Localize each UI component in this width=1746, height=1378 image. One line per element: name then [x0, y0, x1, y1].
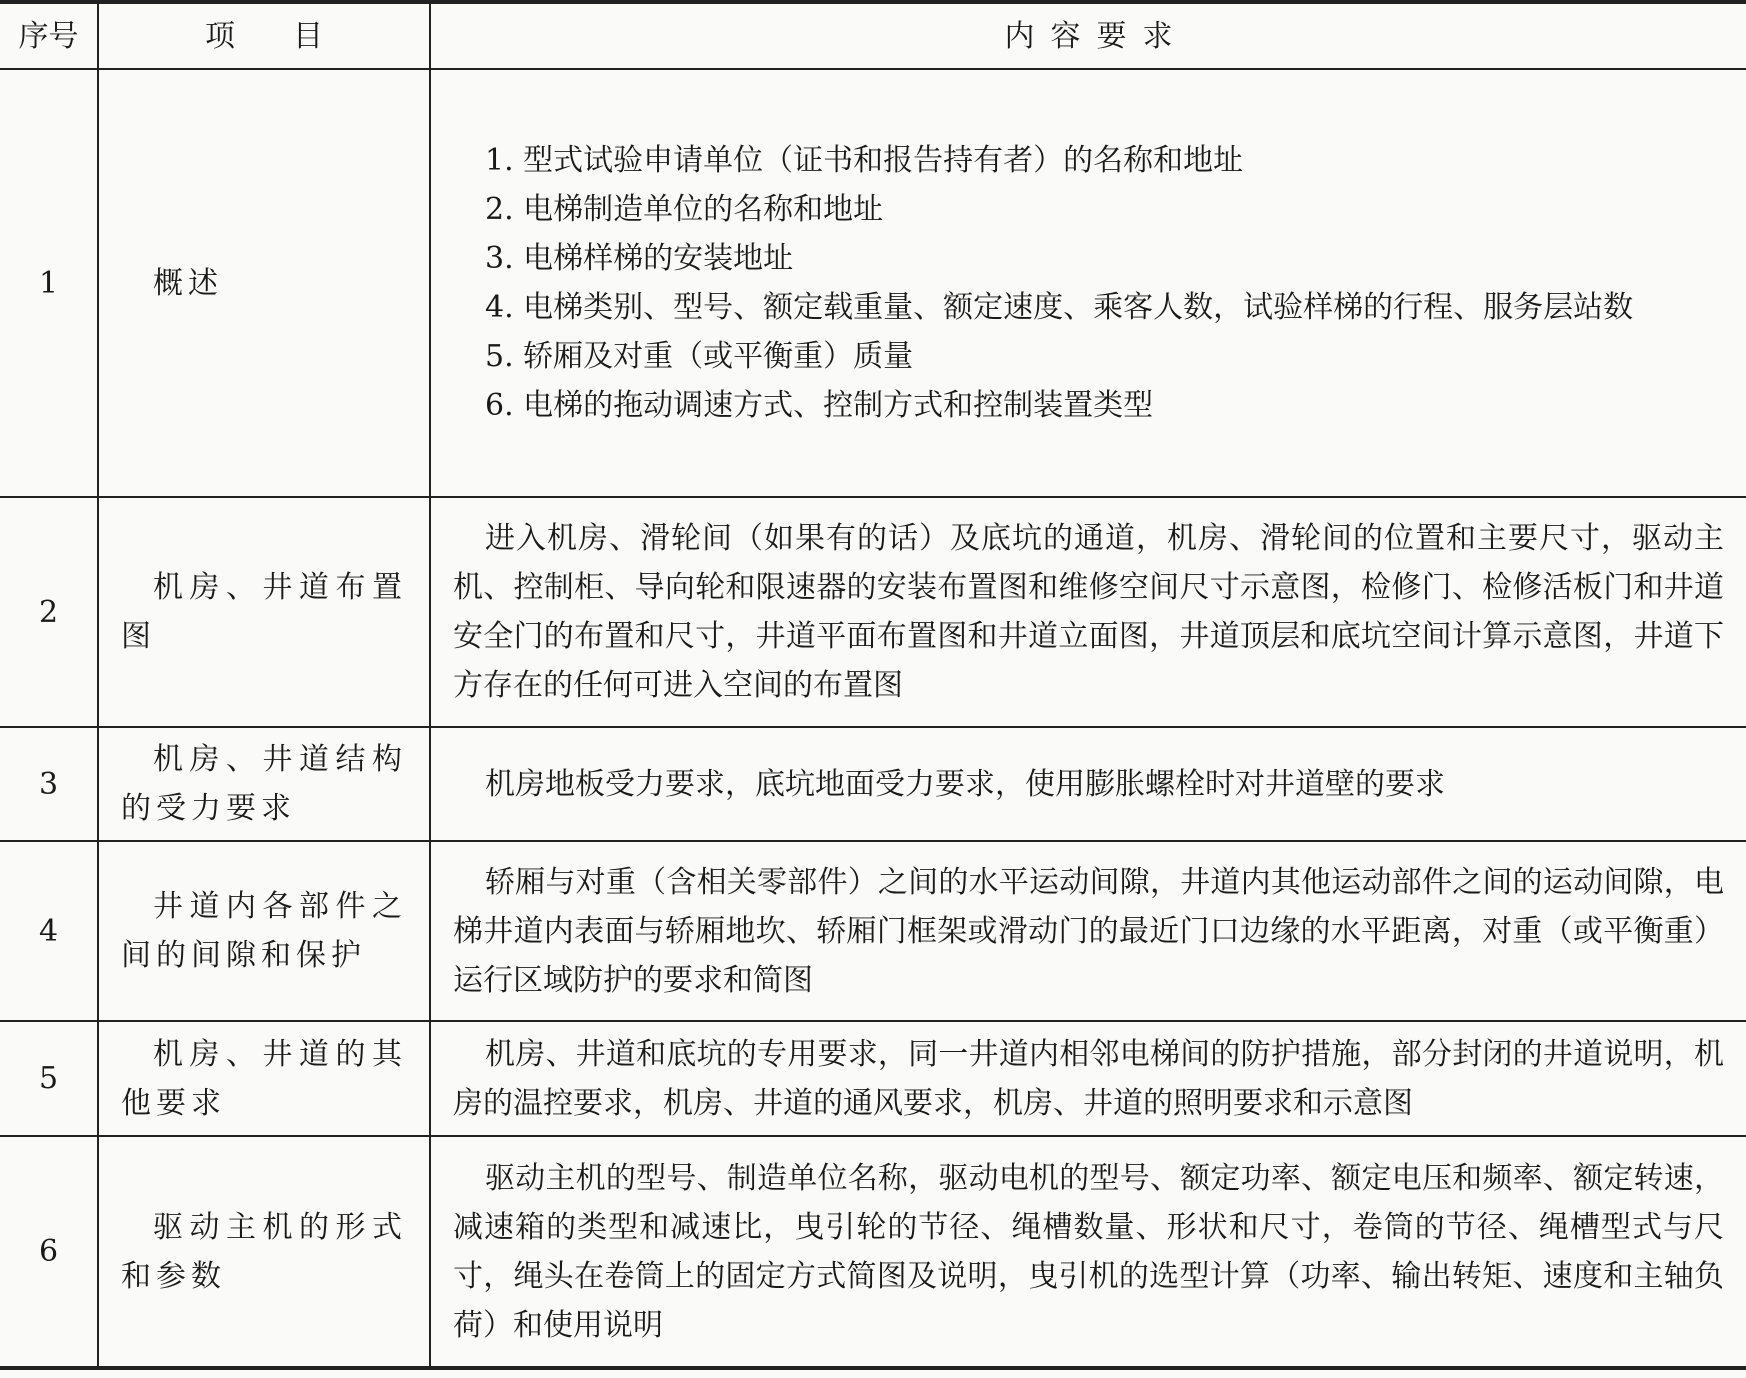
row-content: [430, 69, 1746, 497]
row-number: 5: [0, 1021, 98, 1136]
row-number: 2: [0, 497, 98, 727]
table-row: [0, 497, 1746, 727]
row-content: [430, 497, 1746, 727]
row-item: 概述: [98, 69, 430, 497]
list-item: 2. 电梯制造单位的名称和地址: [485, 192, 884, 227]
row-number: 4: [0, 841, 98, 1021]
row-number: 6: [0, 1136, 98, 1368]
header-item: 项 目: [98, 2, 430, 69]
row-item: 井道内各部件之间的间隙和保护: [98, 841, 430, 1021]
row-item: 机房、井道结构的受力要求: [98, 727, 430, 841]
row-content: [430, 727, 1746, 841]
table-row: [0, 841, 1746, 1021]
row-number: 3: [0, 727, 98, 841]
row-content: [430, 1021, 1746, 1136]
header-num: 序号: [0, 2, 98, 69]
table-row: [0, 1136, 1746, 1368]
table-row: [0, 69, 1746, 497]
header-content: 内 容 要 求: [430, 2, 1746, 69]
content-text: 驱动主机的型号、制造单位名称，驱动电机的型号、额定功率、额定电压和频率、额定转速，减速箱的类型和减速比，曳引轮的节径、绳槽数量、形状和尺寸，卷筒的节径、绳槽型式与尺寸，绳头在卷筒上的固定方式简图及说明，曳引机的选型计算（功率、输出转矩、速度和主轴负荷）和使用说明: [453, 1160, 1724, 1343]
list-item: 6. 电梯的拖动调速方式、控制方式和控制装置类型: [485, 388, 1154, 423]
table-row: [0, 727, 1746, 841]
row-item: 机房、井道布置图: [98, 497, 430, 727]
row-item: 机房、井道的其他要求: [98, 1021, 430, 1136]
header-row: [0, 2, 1746, 69]
list-item: 3. 电梯样梯的安装地址: [485, 241, 794, 276]
content-text: 进入机房、滑轮间（如果有的话）及底坑的通道，机房、滑轮间的位置和主要尺寸，驱动主机、控制柜、导向轮和限速器的安装布置图和维修空间尺寸示意图，检修门、检修活板门和井道安全门的布置和尺寸，井道平面布置图和井道立面图，井道顶层和底坑空间计算示意图，井道下方存在的任何可进入空间的布置图: [453, 521, 1724, 703]
content-text: 轿厢与对重（含相关零部件）之间的水平运动间隙，井道内其他运动部件之间的运动间隙，电梯井道内表面与轿厢地坎、轿厢门框架或滑动门的最近门口边缘的水平距离，对重（或平衡重）运行区域防护的要求和简图: [453, 864, 1724, 998]
list-item: 4. 电梯类别、型号、额定载重量、额定速度、乘客人数，试验样梯的行程、服务层站数: [485, 290, 1634, 325]
content-list: [453, 136, 1724, 430]
row-item: 驱动主机的形式和参数: [98, 1136, 430, 1368]
content-text: 机房、井道和底坑的专用要求，同一井道内相邻电梯间的防护措施，部分封闭的井道说明，机房的温控要求，机房、井道的通风要求，机房、井道的照明要求和示意图: [453, 1036, 1724, 1121]
content-text: 机房地板受力要求，底坑地面受力要求，使用膨胀螺栓时对井道壁的要求: [485, 766, 1445, 802]
list-item: 5. 轿厢及对重（或平衡重）质量: [485, 339, 914, 374]
table-row: [0, 1021, 1746, 1136]
row-number: 1: [0, 69, 98, 497]
row-content: [430, 1136, 1746, 1368]
list-item: 1. 型式试验申请单位（证书和报告持有者）的名称和地址: [485, 143, 1244, 178]
row-content: [430, 841, 1746, 1021]
